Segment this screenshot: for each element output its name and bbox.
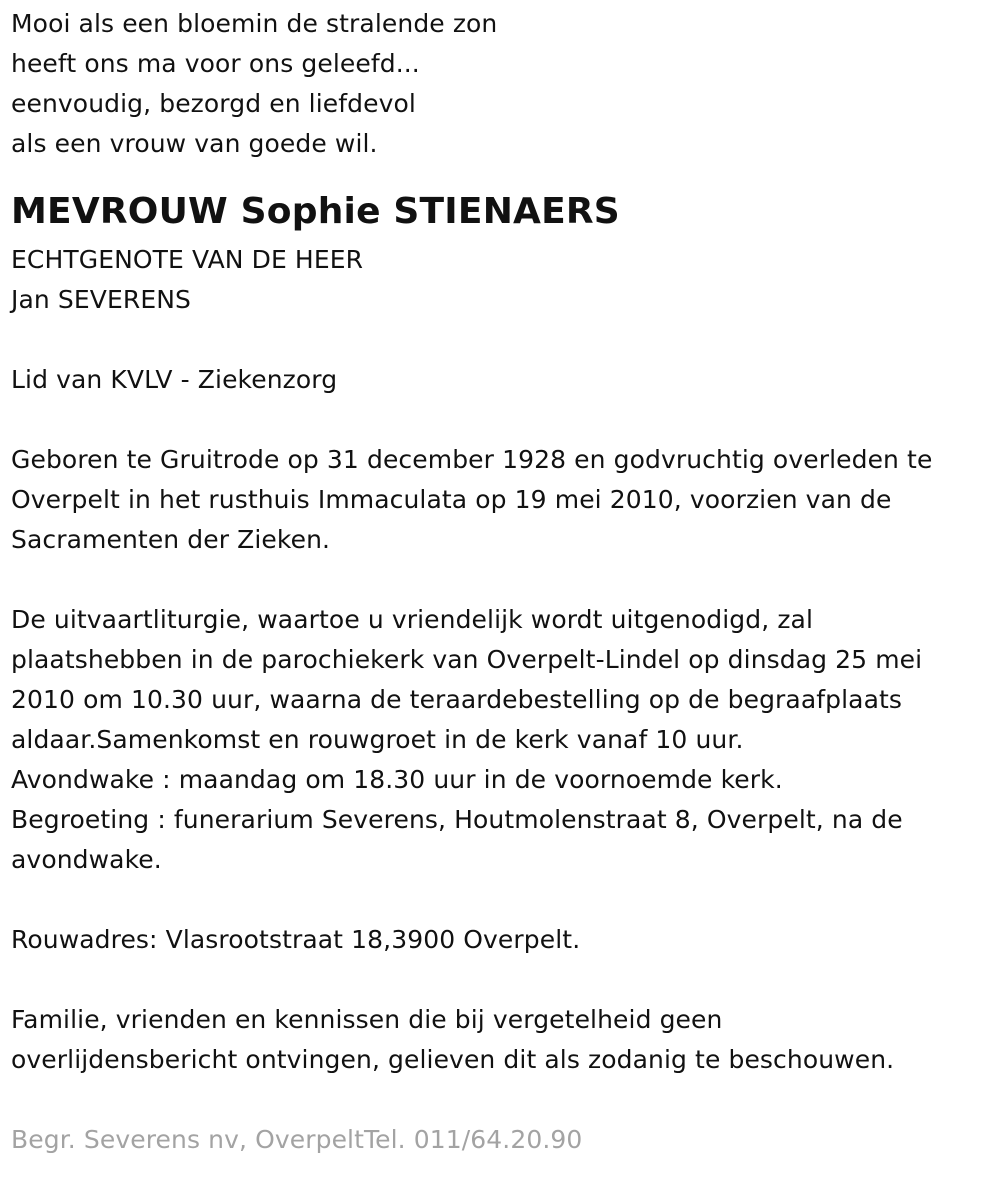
paragraph-line: avondwake.	[11, 845, 162, 874]
funeral-paragraph	[11, 600, 991, 880]
birth-death-paragraph	[11, 440, 991, 560]
paragraph-line: Sacramenten der Zieken.	[11, 525, 331, 554]
membership: Lid van KVLV - Ziekenzorg	[11, 365, 338, 394]
deceased-block	[11, 184, 991, 320]
paragraph-line: De uitvaartliturgie, waartoe u vriendelijk wordt uitgenodigd, zal	[11, 605, 814, 634]
paragraph-line: plaatshebben in de parochiekerk van Overpelt-Lindel op dinsdag 25 mei	[11, 645, 923, 674]
mourning-address: Rouwadres: Vlasrootstraat 18,3900 Overpelt.	[11, 925, 581, 954]
deceased-name: MEVROUW Sophie STIENAERS	[11, 191, 620, 232]
paragraph-line: overlijdensbericht ontvingen, gelieven dit als zodanig te beschouwen.	[11, 1045, 895, 1074]
poem-line: als een vrouw van goede wil.	[11, 129, 378, 158]
notice-paragraph	[11, 1000, 991, 1080]
paragraph-line: Avondwake : maandag om 18.30 uur in de voornoemde kerk.	[11, 765, 783, 794]
death-notice	[11, 4, 991, 1160]
paragraph-line: Geboren te Gruitrode op 31 december 1928 en godvruchtig overleden te	[11, 445, 933, 474]
paragraph-line: 2010 om 10.30 uur, waarna de teraardebestelling op de begraafplaats	[11, 685, 903, 714]
paragraph-line: aldaar.Samenkomst en rouwgroet in de kerk vanaf 10 uur.	[11, 725, 744, 754]
undertaker-footer: Begr. Severens nv, OverpeltTel. 011/64.20.90	[11, 1125, 583, 1154]
paragraph-line: Overpelt in het rusthuis Immaculata op 19 mei 2010, voorzien van de	[11, 485, 892, 514]
poem	[11, 4, 991, 164]
poem-line: heeft ons ma voor ons geleefd...	[11, 49, 420, 78]
poem-line: eenvoudig, bezorgd en liefdevol	[11, 89, 416, 118]
paragraph-line: Begroeting : funerarium Severens, Houtmolenstraat 8, Overpelt, na de	[11, 805, 903, 834]
paragraph-line: Familie, vrienden en kennissen die bij vergetelheid geen	[11, 1005, 723, 1034]
spouse-name: Jan SEVERENS	[11, 285, 191, 314]
spouse-title: ECHTGENOTE VAN DE HEER	[11, 245, 364, 274]
poem-line: Mooi als een bloemin de stralende zon	[11, 9, 498, 38]
